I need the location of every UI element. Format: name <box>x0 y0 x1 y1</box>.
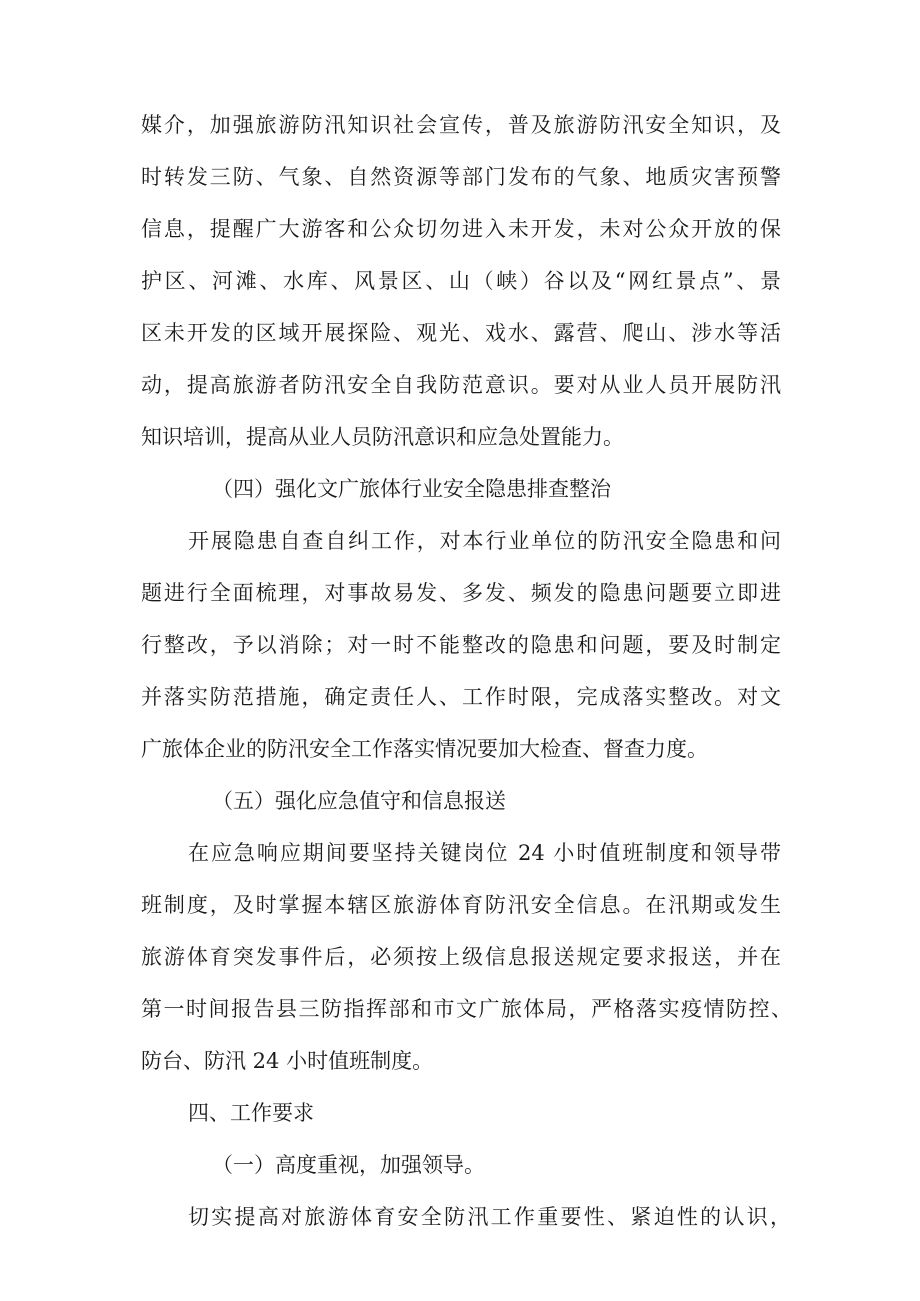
paragraph-4-line-1: 切实提高对旅游体育安全防汛工作重要性、紧迫性的认识， <box>188 1205 791 1229</box>
subheading-4: （四）强化文广旅体行业安全隐患排查整治 <box>212 477 611 501</box>
paragraph-3-line-1: 在应急响应期间要坚持关键岗位 24 小时值班制度和领导带 <box>188 841 781 865</box>
paragraph-1-line-1: 媒介，加强旅游防汛知识社会宣传，普及旅游防汛安全知识，及 <box>141 113 781 137</box>
paragraph-1-line-6: 动，提高旅游者防汛安全自我防范意识。要对从业人员开展防汛 <box>141 373 781 397</box>
paragraph-3-line-2: 班制度，及时掌握本辖区旅游体育防汛安全信息。在汛期或发生 <box>141 893 781 917</box>
paragraph-3-line-5: 防台、防汛 24 小时值班制度。 <box>141 1049 434 1073</box>
section-heading-4: 四、工作要求 <box>188 1101 314 1125</box>
paragraph-1-line-2: 时转发三防、气象、自然资源等部门发布的气象、地质灾害预警 <box>141 165 781 189</box>
paragraph-2-line-3: 行整改，予以消除；对一时不能整改的隐患和问题，要及时制定 <box>141 633 781 657</box>
paragraph-3-line-3: 旅游体育突发事件后，必须按上级信息报送规定要求报送，并在 <box>141 945 781 969</box>
paragraph-2-line-1: 开展隐患自查自纠工作，对本行业单位的防汛安全隐患和问 <box>188 529 781 553</box>
paragraph-2-line-4: 并落实防范措施，确定责任人、工作时限，完成落实整改。对文 <box>141 685 781 709</box>
paragraph-1-line-4: 护区、河滩、水库、风景区、山（峡）谷以及“网红景点”、景 <box>141 269 781 293</box>
paragraph-1-line-7: 知识培训，提高从业人员防汛意识和应急处置能力。 <box>141 425 624 449</box>
paragraph-1-line-3: 信息，提醒广大游客和公众切勿进入未开发，未对公众开放的保 <box>141 217 781 241</box>
paragraph-3-line-4: 第一时间报告县三防指挥部和市文广旅体局，严格落实疫情防控、 <box>141 997 792 1021</box>
section-4-subheading-1: （一）高度重视，加强领导。 <box>212 1153 485 1177</box>
paragraph-2-line-5: 广旅体企业的防汛安全工作落实情况要加大检查、督查力度。 <box>141 737 708 761</box>
paragraph-2-line-2: 题进行全面梳理，对事故易发、多发、频发的隐患问题要立即进 <box>141 581 781 605</box>
subheading-5: （五）强化应急值守和信息报送 <box>212 789 506 813</box>
paragraph-1-line-5: 区未开发的区域开展探险、观光、戏水、露营、爬山、涉水等活 <box>141 321 781 345</box>
